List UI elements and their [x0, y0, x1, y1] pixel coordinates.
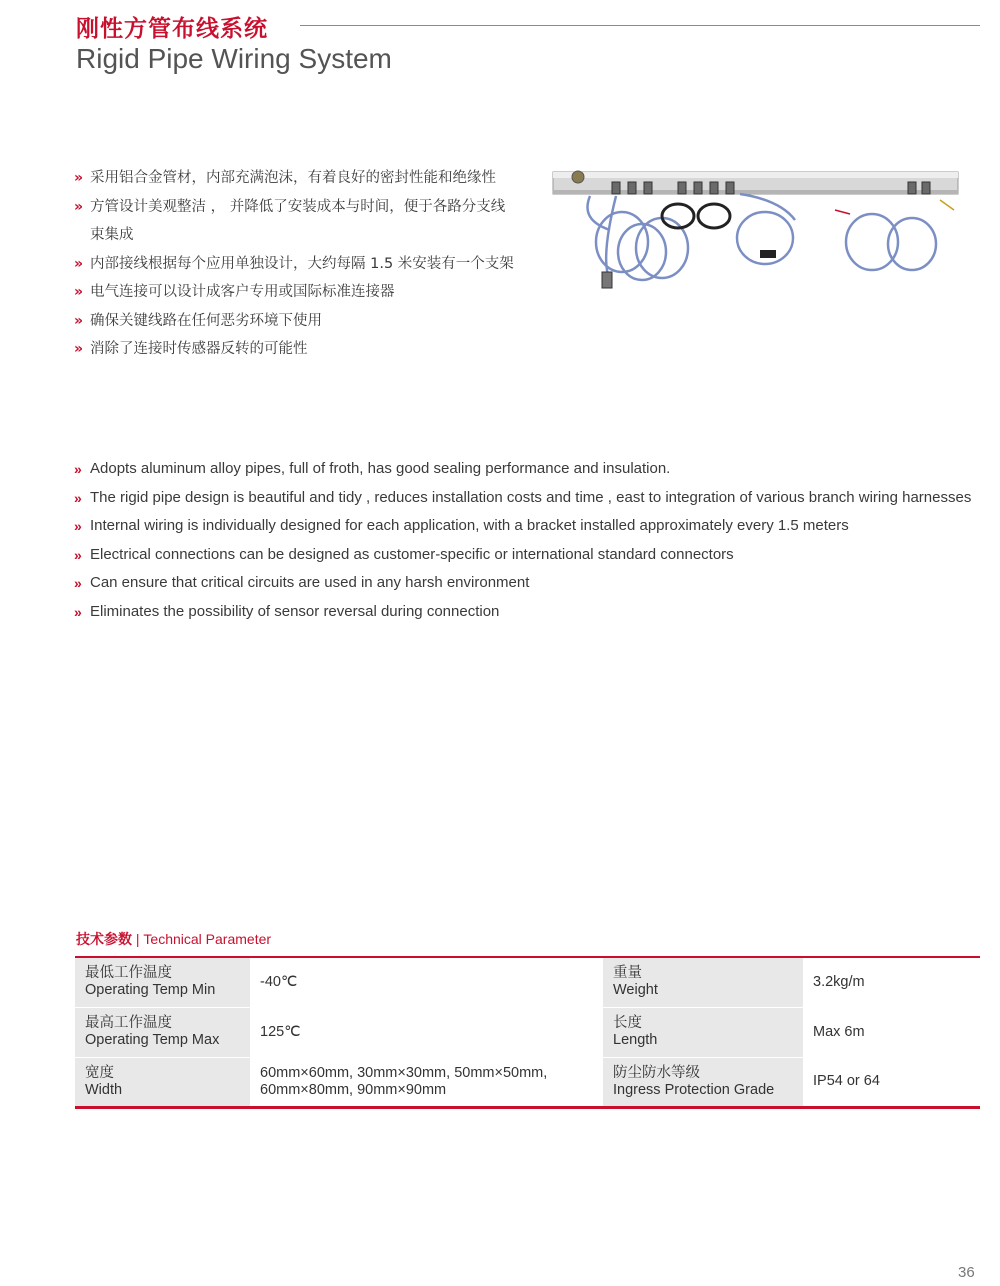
bullet-icon: »: [74, 170, 84, 186]
tech-parameter-table: [75, 956, 980, 1109]
bullet-icon: »: [74, 255, 84, 272]
param-label: [75, 957, 250, 1007]
tech-label-en: Technical Parameter: [143, 931, 272, 947]
bullet-icon: »: [74, 603, 82, 620]
param-value-line: 60mm×60mm, 30mm×30mm, 50mm×50mm,: [260, 1064, 548, 1081]
list-item: [74, 541, 980, 570]
param-value: 125℃: [250, 1007, 603, 1057]
feature-text-cn: 电气连接可以设计成客户专用或国际标准连接器: [90, 284, 395, 300]
param-value: 3.2kg/m: [803, 957, 980, 1007]
param-label-en: Operating Temp Min: [85, 982, 216, 999]
param-label-cn: 重量: [613, 965, 642, 982]
param-label-en: Ingress Protection Grade: [613, 1081, 775, 1098]
tech-section-label: [76, 929, 271, 949]
feature-text-cn: 确保关键线路在任何恶劣环境下使用: [90, 312, 322, 329]
param-label-en: Width: [85, 1081, 123, 1098]
table-row: [75, 957, 980, 1007]
param-label-cn: 最低工作温度: [85, 965, 172, 982]
bullet-icon: »: [74, 198, 84, 215]
list-item: [74, 250, 514, 279]
param-value: -40℃: [250, 957, 603, 1007]
param-label-cn: 防尘防水等级: [613, 1064, 700, 1081]
bullet-icon: »: [74, 341, 84, 357]
bullet-icon: »: [74, 284, 84, 300]
param-label-en: Weight: [613, 982, 658, 999]
tech-label-separator: |: [135, 931, 140, 947]
feature-text-en: Can ensure that critical circuits are used in any harsh environment: [90, 574, 530, 591]
param-label: [75, 1057, 250, 1107]
feature-text-en: The rigid pipe design is beautiful and tidy , reduces installation costs and time , east to integration of various branch wiring harnesses: [90, 488, 972, 506]
list-item: [74, 335, 514, 364]
param-label: [75, 1007, 250, 1057]
bullet-icon: »: [74, 518, 82, 534]
features-list-en: [74, 455, 980, 626]
feature-text-cn: 采用铝合金管材，内部充满泡沫，有着良好的密封性能和绝缘性: [90, 170, 496, 186]
page-number: 36: [958, 1264, 975, 1281]
list-item: [74, 512, 980, 541]
page-title-en: Rigid Pipe Wiring System: [76, 43, 392, 74]
feature-text-en: Internal wiring is individually designed for each application, with a bracket installed approximately every 1.5 meters: [90, 517, 849, 534]
list-item: [74, 193, 514, 250]
param-label: [603, 957, 803, 1007]
list-item: [74, 164, 514, 193]
param-value: IP54 or 64: [803, 1057, 980, 1107]
list-item: [74, 307, 514, 336]
title-divider: [300, 25, 980, 26]
list-item: [74, 455, 980, 484]
param-label: [603, 1007, 803, 1057]
param-label-en: Length: [613, 1032, 658, 1048]
feature-text-cn: 方管设计美观整洁 ， 并降低了安装成本与时间，便于各路分支线束集成: [90, 198, 506, 243]
param-label-cn: 长度: [613, 1015, 642, 1031]
bullet-icon: »: [74, 312, 84, 329]
list-item: [74, 598, 980, 627]
list-item: [74, 484, 980, 513]
feature-text-cn: 消除了连接时传感器反转的可能性: [90, 341, 308, 357]
product-photo: [550, 160, 960, 300]
param-value-line: 60mm×80mm, 90mm×90mm: [260, 1081, 447, 1098]
list-item: [74, 278, 514, 307]
bullet-icon: »: [74, 461, 82, 477]
param-label: [603, 1057, 803, 1107]
tech-label-cn: 技术参数: [76, 931, 132, 947]
bullet-icon: »: [74, 546, 82, 563]
page-title-cn: 刚性方管布线系统: [76, 16, 268, 42]
param-label-cn: 最高工作温度: [85, 1015, 172, 1031]
feature-text-cn: 内部接线根据每个应用单独设计，大约每隔 1.5 米安装有一个支架: [90, 255, 514, 272]
table-row: [75, 1007, 980, 1057]
param-label-en: Operating Temp Max: [85, 1032, 220, 1048]
bullet-icon: »: [74, 489, 82, 506]
param-value: [250, 1057, 603, 1107]
list-item: [74, 569, 980, 598]
features-list-cn: [74, 164, 514, 364]
feature-text-en: Eliminates the possibility of sensor reversal during connection: [90, 602, 500, 620]
feature-text-en: Electrical connections can be designed as customer-specific or international standard connectors: [90, 545, 734, 563]
table-row: [75, 1057, 980, 1107]
param-label-cn: 宽度: [85, 1064, 114, 1081]
bullet-icon: »: [74, 575, 82, 591]
feature-text-en: Adopts aluminum alloy pipes, full of froth, has good sealing performance and insulation.: [90, 460, 671, 477]
param-value: Max 6m: [803, 1007, 980, 1057]
